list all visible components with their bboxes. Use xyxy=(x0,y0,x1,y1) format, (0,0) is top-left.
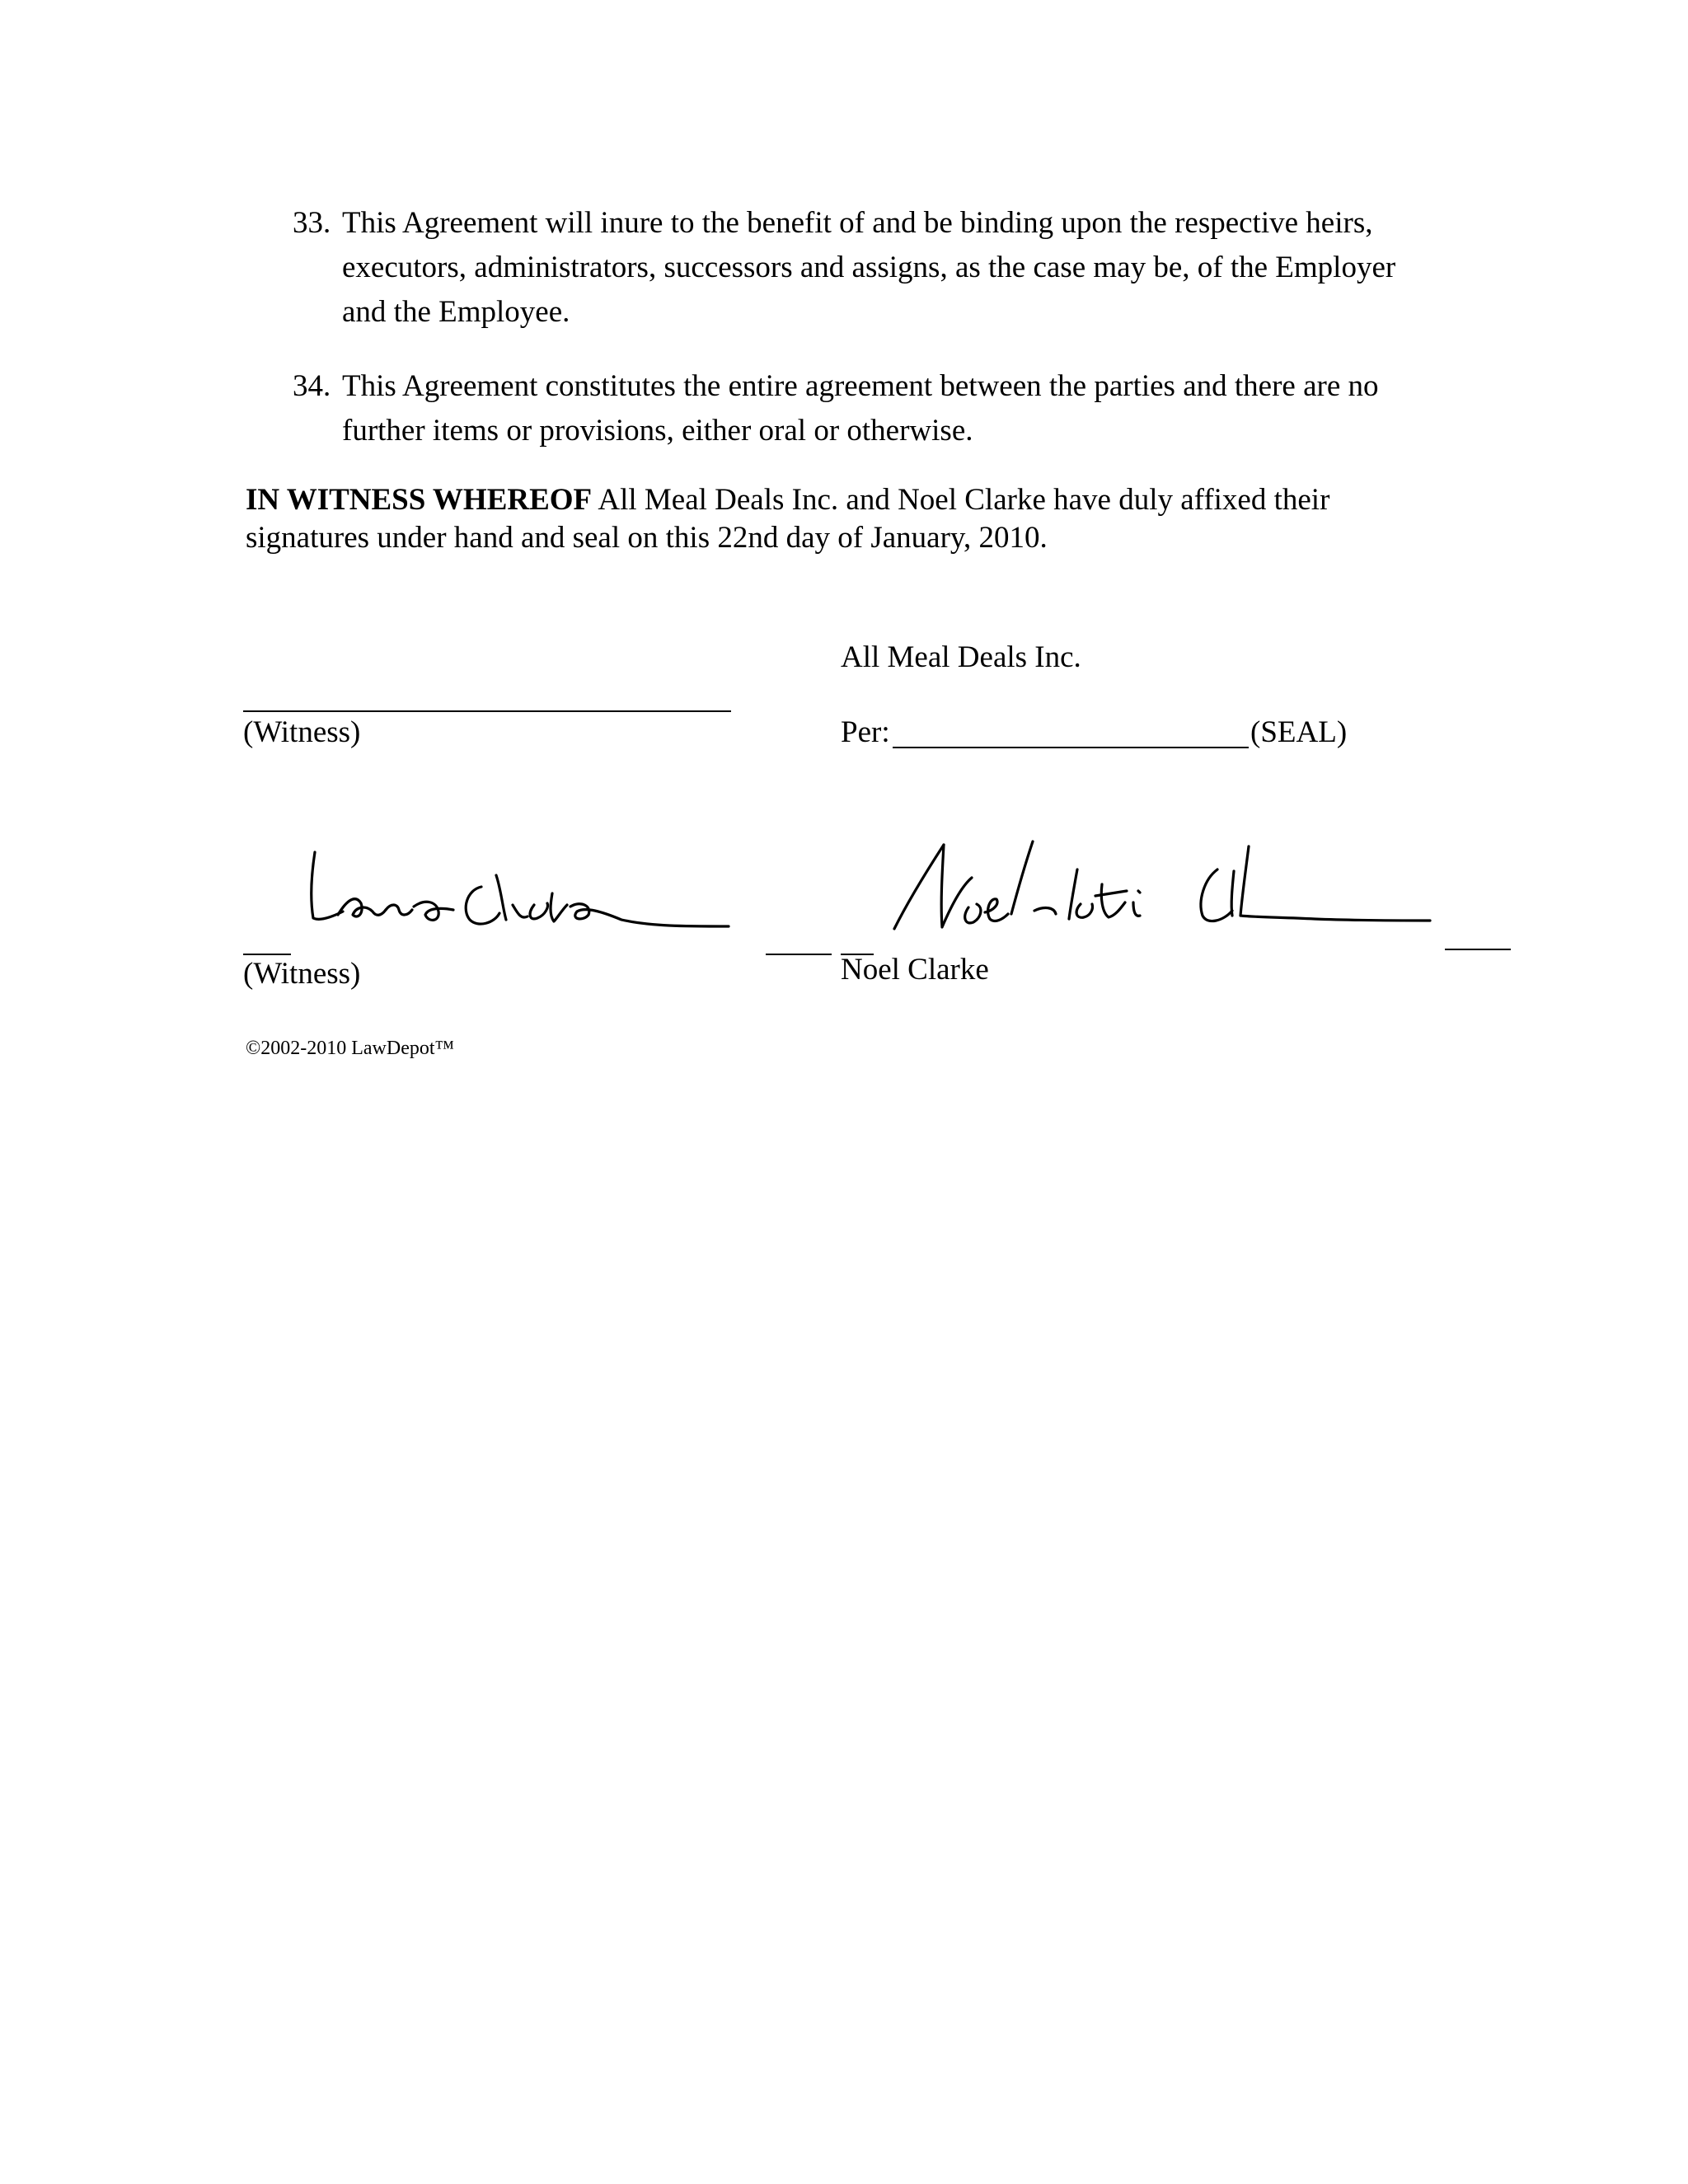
employee-signature-line-b xyxy=(1445,949,1511,950)
witness-label-2: (Witness) xyxy=(243,957,361,991)
copyright-notice: ©2002-2010 LawDepot™ xyxy=(246,1038,455,1059)
employee-name: Noel Clarke xyxy=(841,953,989,987)
clause-number: 34. xyxy=(293,369,331,403)
witness-signature-line-2a xyxy=(243,954,291,955)
clause-33 xyxy=(293,201,1447,335)
company-name: All Meal Deals Inc. xyxy=(841,640,1081,674)
clause-text: This Agreement will inure to the benefit of and be binding upon the respective heirs, executors, administrators, successors and assigns, as the case may be, of the Employer and the Employee. xyxy=(342,206,1396,329)
clause-text: This Agreement constitutes the entire agreement between the parties and there are no further items or provisions, either oral or otherwise. xyxy=(342,369,1379,448)
seal-label: (SEAL) xyxy=(1250,715,1348,749)
clause-number: 33. xyxy=(293,206,331,240)
witness-clause-lead: IN WITNESS WHEREOF xyxy=(246,483,593,517)
clause-34 xyxy=(293,364,1447,453)
witness-signature-image xyxy=(305,841,742,940)
employee-signature-image xyxy=(886,837,1438,944)
witness-label-1: (Witness) xyxy=(243,715,361,749)
per-label: Per: xyxy=(841,715,890,749)
witness-clause-text: All Meal Deals Inc. and Noel Clarke have duly affixed their signatures under hand and seal on this 22nd day of January, 2010. xyxy=(246,483,1330,555)
company-signature-line xyxy=(893,747,1249,748)
witness-signature-line-2b xyxy=(766,954,832,955)
witness-clause xyxy=(246,481,1449,557)
witness-signature-line-1 xyxy=(243,710,731,712)
